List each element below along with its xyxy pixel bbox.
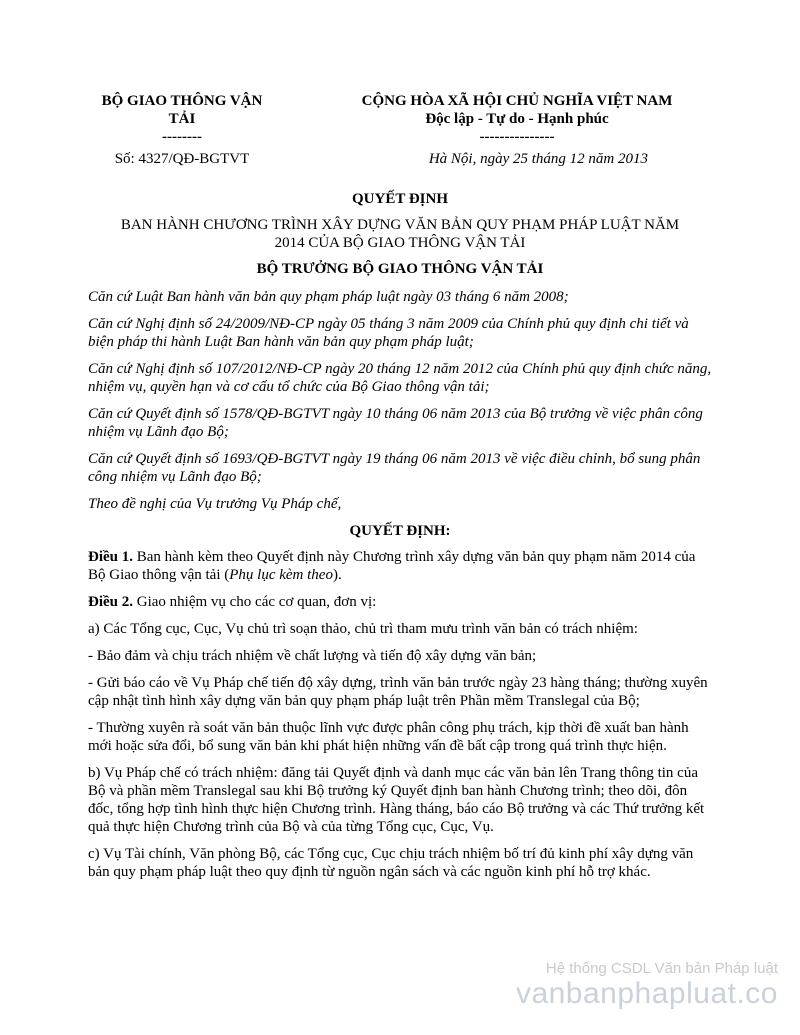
proposal-line: Theo đề nghị của Vụ trưởng Vụ Pháp chế, [88,496,342,512]
legal-basis-4: Căn cứ Quyết định số 1578/QĐ-BGTVT ngày 10 tháng 06 năm 2013 của Bộ trưởng về việc phân công nhiệm vụ Lãnh đạo Bộ; [88,406,703,440]
article-1-appendix: Phụ lục kèm theo [229,567,333,583]
article-2-text: Giao nhiệm vụ cho các cơ quan, đơn vị: [133,594,377,610]
article-2-label: Điều 2. [88,594,133,610]
issuer-title: BỘ TRƯỞNG BỘ GIAO THÔNG VẬN TẢI [256,261,544,277]
right-divider: --------------- [479,129,555,145]
document-title: QUYẾT ĐỊNH [352,191,448,207]
ministry-name-line2: TẢI [168,111,196,127]
document-header [88,92,712,168]
national-title-block [322,92,712,168]
document-page [88,92,712,890]
issuing-body-block [88,92,276,168]
legal-basis-2: Căn cứ Nghị định số 24/2009/NĐ-CP ngày 05 tháng 3 năm 2009 của Chính phủ quy định chi tiết và biện pháp thi hành Luật Ban hành văn bản quy phạm pháp luật; [88,316,689,350]
legal-basis-5: Căn cứ Quyết định số 1693/QĐ-BGTVT ngày 19 tháng 06 năm 2013 về việc điều chỉnh, bổ sung phân công nhiệm vụ Lãnh đạo Bộ; [88,451,701,485]
article-1-text: Ban hành kèm theo Quyết định này Chương trình xây dựng văn bản quy phạm năm 2014 của Bộ Giao thông vận tải ( [88,549,696,583]
document-number: Số: 4327/QĐ-BGTVT [114,151,250,167]
clause-a-item-2: - Gửi báo cáo về Vụ Pháp chế tiến độ xây dựng, trình văn bản trước ngày 23 hàng tháng; thường xuyên cập nhật tình hình xây dựng văn bản quy phạm pháp luật trên Phần mềm Translegal của Bộ; [88,675,708,709]
decision-heading: QUYẾT ĐỊNH: [349,523,451,539]
clause-c: c) Vụ Tài chính, Văn phòng Bộ, các Tổng cục, Cục chịu trách nhiệm bố trí đủ kinh phí xây dựng văn bản quy phạm pháp luật theo quy định từ nguồn ngân sách và các nguồn kinh phí hỗ trợ khác. [88,846,694,880]
watermark-caption: Hệ thống CSDL Văn bản Pháp luật [545,960,778,977]
clause-a-item-1: - Bảo đảm và chịu trách nhiệm về chất lượng và tiến độ xây dựng văn bản; [88,648,537,664]
place-date: Hà Nội, ngày 25 tháng 12 năm 2013 [428,151,648,167]
republic-name: CỘNG HÒA XÃ HỘI CHỦ NGHĨA VIỆT NAM [361,93,673,109]
document-body [88,288,712,881]
clause-a-item-3: - Thường xuyên rà soát văn bản thuộc lĩnh vực được phân công phụ trách, kịp thời đề xuất ban hành mới hoặc sửa đổi, bổ sung văn bản khi phát hiện những vấn đề bất cập trong quá trình thực hiện. [88,720,689,754]
legal-basis-1: Căn cứ Luật Ban hành văn bản quy phạm pháp luật ngày 03 tháng 6 năm 2008; [88,289,569,305]
clause-a: a) Các Tổng cục, Cục, Vụ chủ trì soạn thảo, chủ trì tham mưu trình văn bản có trách nhiệm: [88,621,638,637]
national-motto: Độc lập - Tự do - Hạnh phúc [425,111,609,127]
legal-basis-3: Căn cứ Nghị định số 107/2012/NĐ-CP ngày 20 tháng 12 năm 2012 của Chính phủ quy định chức năng, nhiệm vụ, quyền hạn và cơ cấu tổ chức của Bộ Giao thông vận tải; [88,361,712,395]
article-1 [88,548,712,584]
ministry-name-line1: BỘ GIAO THÔNG VẬN [101,93,263,109]
document-subtitle: BAN HÀNH CHƯƠNG TRÌNH XÂY DỰNG VĂN BẢN QUY PHẠM PHÁP LUẬT NĂM 2014 CỦA BỘ GIAO THÔNG VẬN TẢI [120,217,680,251]
article-2 [88,593,712,611]
article-1-end: ). [332,567,342,583]
clause-b: b) Vụ Pháp chế có trách nhiệm: đăng tải Quyết định và danh mục các văn bản lên Trang thông tin của Bộ và phần mềm Translegal sau khi Bộ trưởng ký Quyết định ban hành Chương trình; theo dõi, đôn đốc, tổng hợp tình hình thực hiện Chương trình. Hàng tháng, báo cáo Bộ trưởng và các Thứ trưởng kết quả thực hiện Chương trình của Bộ và của từng Tổng cục, Cục, Vụ. [88,765,705,835]
watermark-site: vanbanphapluat.co [515,977,778,1010]
article-1-label: Điều 1. [88,549,133,565]
left-divider: -------- [162,129,202,145]
